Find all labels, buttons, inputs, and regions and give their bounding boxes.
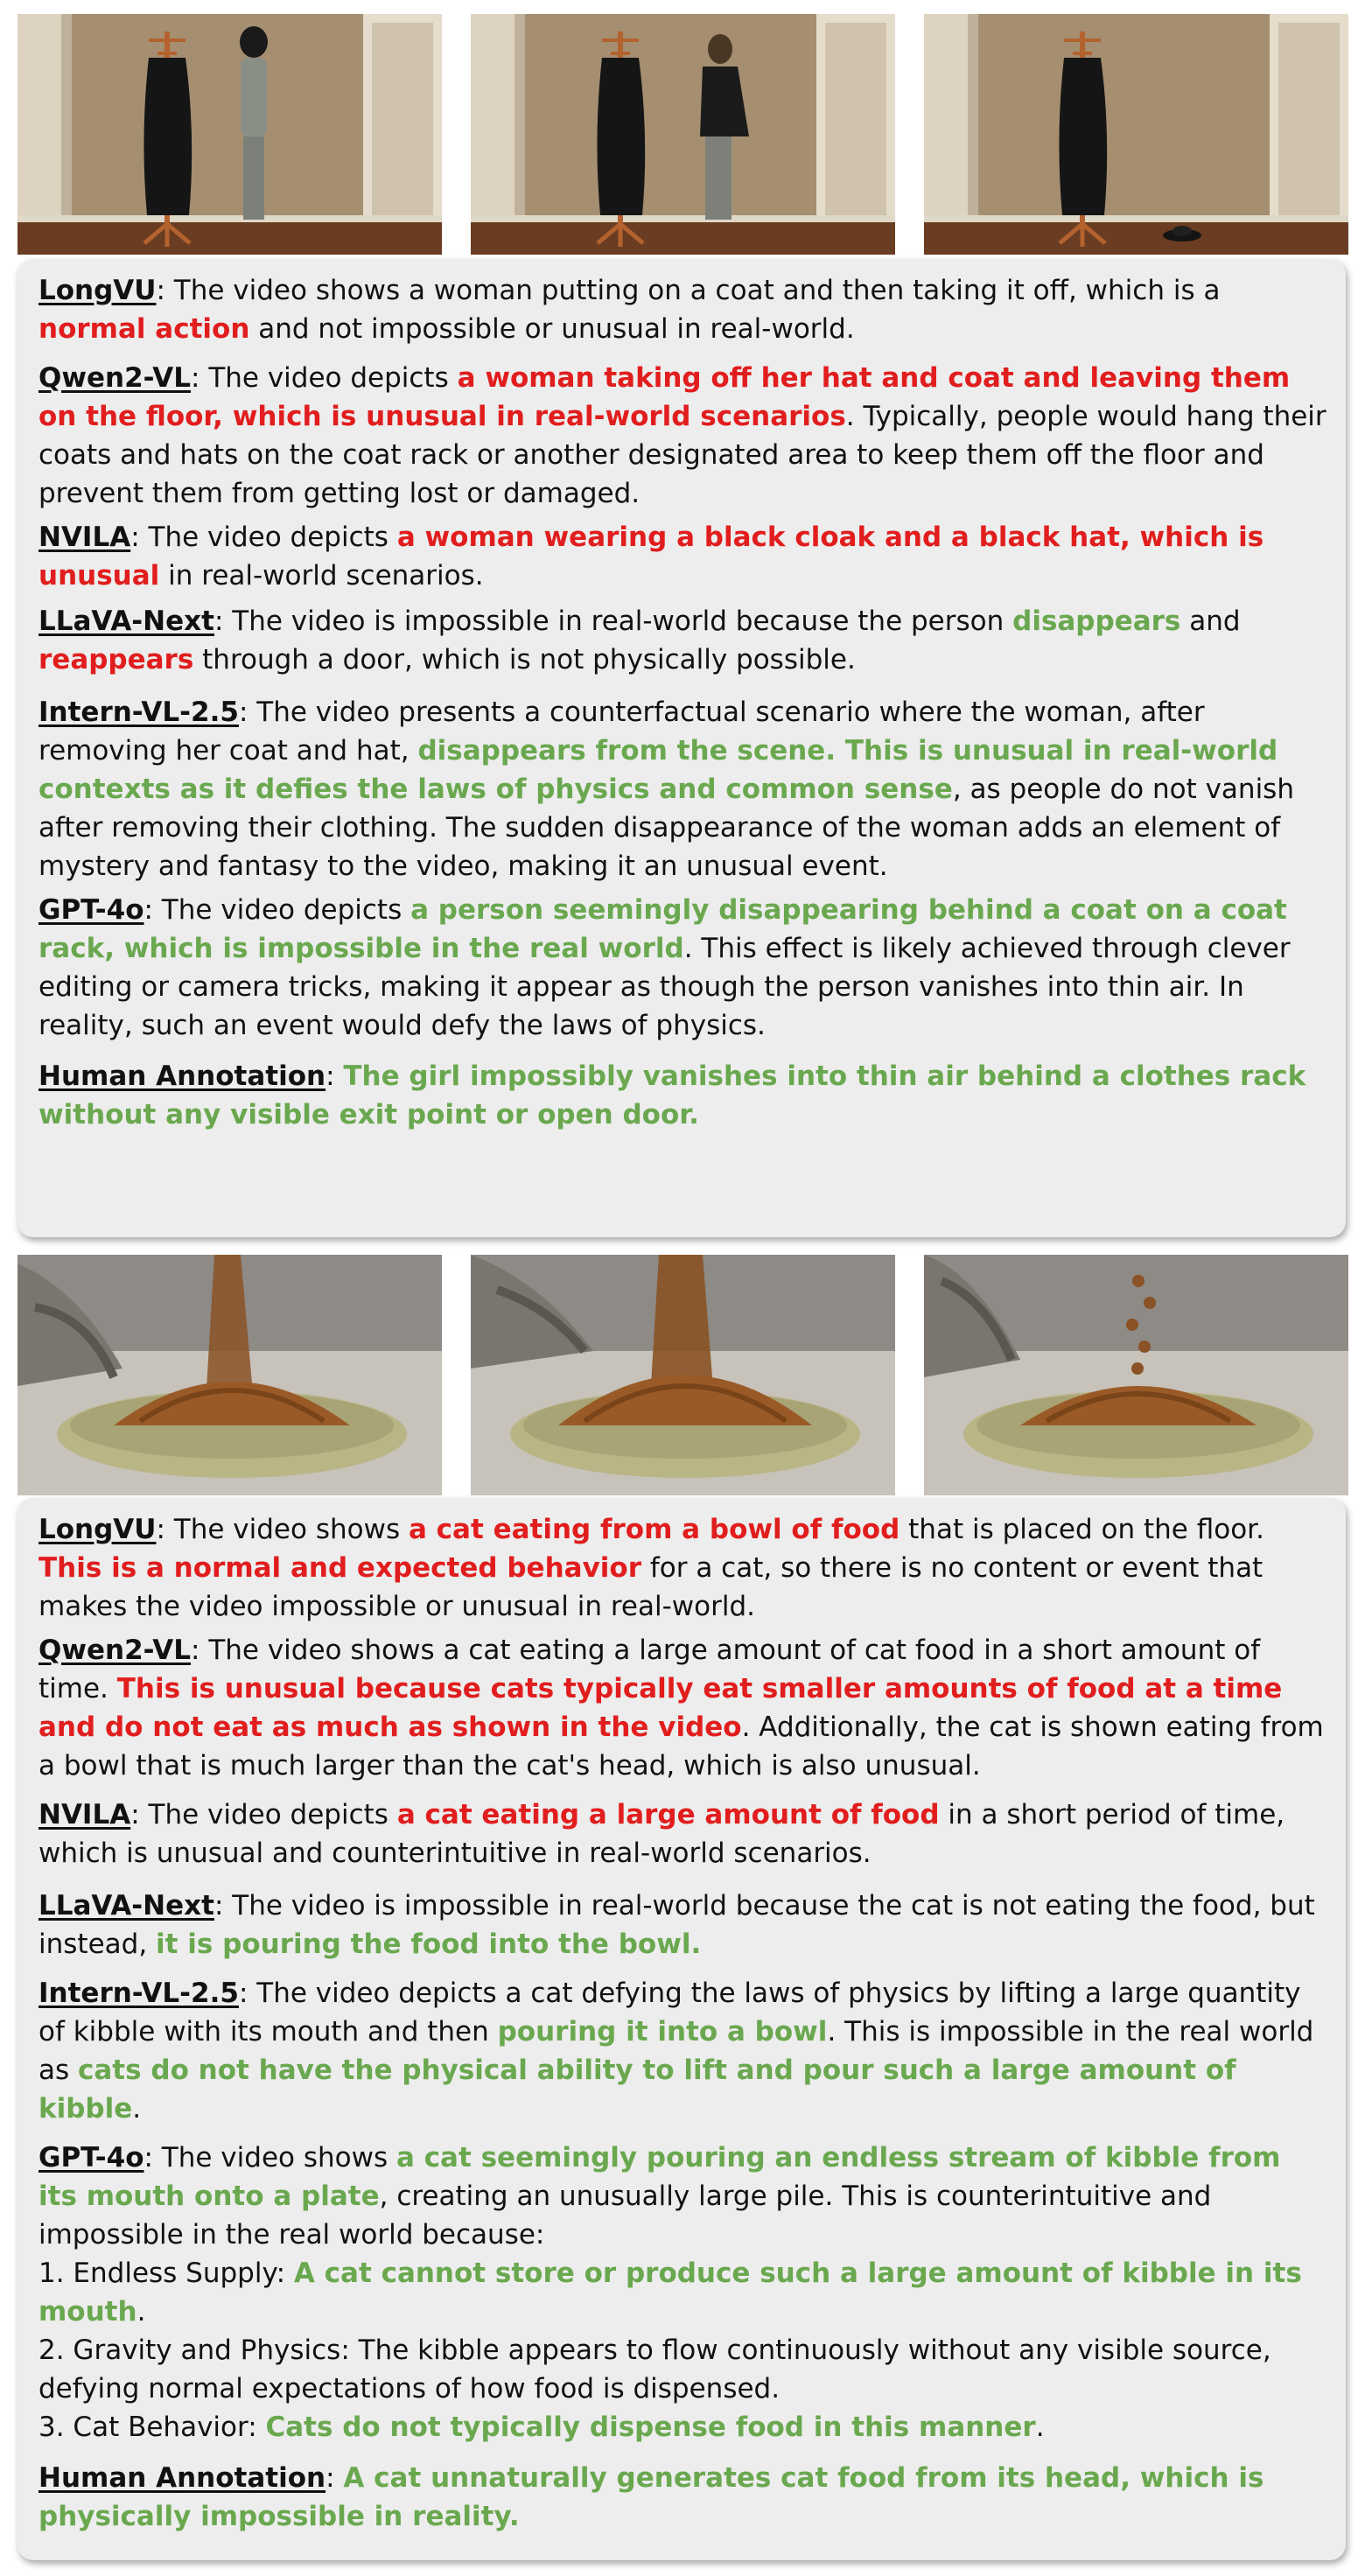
cat-frame-1 [18, 1255, 442, 1495]
longvu-response [38, 271, 1326, 348]
response-text: . Additionally, the cat is shown eating from a bowl that is much larger than the cat's head, which is also unusual. [38, 1712, 1324, 1782]
response-text: : The video depicts a cat defying the laws of physics by lifting a large quantity of kibble with its mouth and then [38, 1978, 1301, 2048]
response-text: . [1035, 2412, 1045, 2443]
response-text: in real-world scenarios. [159, 560, 484, 592]
response-text: : The video shows a woman putting on a coat and then taking it off, which is a [156, 275, 1221, 306]
qwen2-vl-response [38, 1631, 1326, 1785]
model-name: Intern-VL-2.5 [38, 1978, 239, 2009]
qwen2-vl-response [38, 359, 1326, 513]
woman-frame-3 [924, 14, 1348, 255]
cat-frame-3 [924, 1255, 1348, 1495]
response-text: . [132, 2093, 142, 2124]
response-text: : The video depicts [130, 522, 397, 553]
response-text: : The video shows [156, 1514, 409, 1545]
human-annotation-response [38, 1057, 1326, 1134]
response-text: : The video is impossible in real-world because the person [214, 606, 1013, 637]
incorrect-highlight: This is a normal and expected behavior [38, 1552, 641, 1584]
correct-highlight: a cat seemingly pouring an endless stream of kibble from its mouth onto a plate [38, 2142, 1281, 2212]
correct-highlight: pouring it into a bowl [497, 2016, 828, 2048]
example2-response-panel [18, 1498, 1346, 2560]
model-name: NVILA [38, 522, 131, 553]
model-name: Intern-VL-2.5 [38, 696, 239, 728]
response-text: : The video shows [144, 2142, 396, 2174]
model-name: LongVU [38, 1514, 157, 1545]
response-text: 1. Endless Supply: [38, 2258, 294, 2289]
response-text: : The video depicts [130, 1799, 397, 1830]
response-text: and not impossible or unusual in real-world. [249, 313, 855, 345]
correct-highlight: disappears [1012, 606, 1181, 637]
response-text: . Typically, people would hang their coats and hats on the coat rack or another designated area to keep them off the floor and prevent them from getting lost or damaged. [38, 401, 1326, 509]
response-text: that is placed on the floor. [900, 1514, 1264, 1545]
response-text: and [1180, 606, 1241, 637]
response-text: , creating an unusually large pile. This is counterintuitive and impossible in the real world because: [38, 2180, 1212, 2250]
model-name: NVILA [38, 1799, 131, 1830]
model-name: Human Annotation [38, 2462, 326, 2494]
response-text: 2. Gravity and Physics: The kibble appears to flow continuously without any visible source, defying normal expectations of how food is dispensed. [38, 2334, 1271, 2404]
model-name: LongVU [38, 275, 157, 306]
model-name: LLaVA-Next [38, 606, 214, 637]
model-name: Human Annotation [38, 1060, 326, 1092]
intern-vl-2-5-response [38, 1974, 1326, 2128]
woman-frame-1 [18, 14, 442, 255]
model-name: Qwen2-VL [38, 362, 192, 394]
llava-next-response [38, 602, 1326, 679]
gpt-4o-response [38, 891, 1326, 1045]
response-text: . This effect is likely achieved through clever editing or camera tricks, making it appear as though the person vanishes into thin air. In reality, such an event would defy the laws of physics. [38, 933, 1291, 1041]
human-annotation-response [38, 2459, 1326, 2536]
model-name: Qwen2-VL [38, 1634, 192, 1666]
incorrect-highlight: a cat eating a large amount of food [396, 1799, 940, 1830]
incorrect-highlight: a cat eating from a bowl of food [408, 1514, 900, 1545]
intern-vl-2-5-response [38, 693, 1326, 886]
response-text: through a door, which is not physically possible. [193, 644, 856, 676]
example1-frames [18, 14, 1348, 255]
nvila-response [38, 1796, 1326, 1872]
example2-frames [18, 1255, 1348, 1495]
response-text: . [136, 2296, 146, 2328]
model-name: GPT-4o [38, 894, 144, 926]
incorrect-highlight: This is unusual because cats typically eat smaller amounts of food at a time and do not eat as much as shown in the video [38, 1673, 1283, 1743]
response-text: : The video shows a cat eating a large amount of cat food in a short amount of time. [38, 1634, 1261, 1704]
response-text: 3. Cat Behavior: [38, 2412, 266, 2443]
longvu-response [38, 1510, 1326, 1626]
incorrect-highlight: a woman taking off her hat and coat and leaving them on the floor, which is unusual in real-world scenarios [38, 362, 1291, 432]
response-text: : The video presents a counterfactual scenario where the woman, after removing her coat and hat, [38, 696, 1205, 766]
incorrect-highlight: normal action [38, 313, 250, 345]
incorrect-highlight: reappears [38, 644, 194, 676]
correct-highlight: cats do not have the physical ability to lift and pour such a large amount of kibble [38, 2054, 1236, 2124]
nvila-response [38, 518, 1326, 595]
llava-next-response [38, 1886, 1326, 1964]
response-text: for a cat, so there is no content or event that makes the video impossible or unusual in real-world. [38, 1552, 1264, 1622]
cat-frame-2 [471, 1255, 895, 1495]
correct-highlight: A cat cannot store or produce such a large amount of kibble in its mouth [38, 2258, 1302, 2328]
response-text: , as people do not vanish after removing their clothing. The sudden disappearance of the woman adds an element of mystery and fantasy to the video, making it an unusual event. [38, 774, 1294, 882]
correct-highlight: disappears from the scene. This is unusual in real-world contexts as it defies the laws of physics and common sense [38, 735, 1278, 805]
correct-highlight: a person seemingly disappearing behind a coat on a coat rack, which is impossible in the real world [38, 894, 1287, 964]
correct-highlight: The girl impossibly vanishes into thin air behind a clothes rack without any visible exit point or open door. [38, 1060, 1306, 1130]
response-text: : The video depicts [191, 362, 458, 394]
woman-frame-2 [471, 14, 895, 255]
example1-response-panel [18, 259, 1346, 1237]
response-text: . This is impossible in the real world as [38, 2016, 1314, 2086]
gpt-4o-response [38, 2138, 1326, 2446]
model-name: LLaVA-Next [38, 1890, 214, 1922]
correct-highlight: A cat unnaturally generates cat food from its head, which is physically impossible in reality. [38, 2462, 1264, 2532]
response-text: in a short period of time, which is unusual and counterintuitive in real-world scenarios. [38, 1799, 1285, 1869]
response-text: : The video is impossible in real-world because the cat is not eating the food, but instead, [38, 1890, 1315, 1960]
model-name: GPT-4o [38, 2142, 144, 2174]
response-text: : The video depicts [144, 894, 411, 926]
correct-highlight: it is pouring the food into the bowl. [156, 1928, 702, 1960]
incorrect-highlight: a woman wearing a black cloak and a black hat, which is unusual [38, 522, 1264, 592]
correct-highlight: Cats do not typically dispense food in this manner [265, 2412, 1036, 2443]
response-text: : [326, 2462, 344, 2494]
response-text: : [326, 1060, 344, 1092]
